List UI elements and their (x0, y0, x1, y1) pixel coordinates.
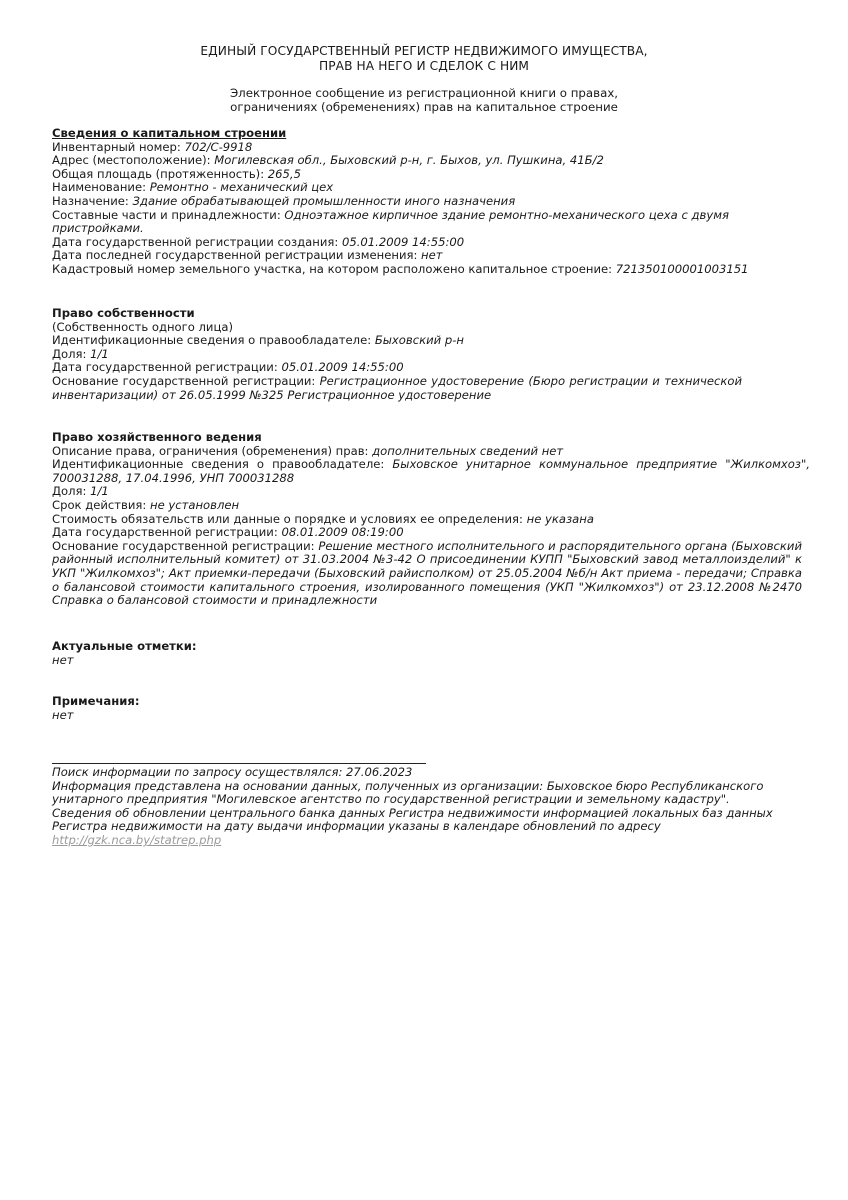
ownership-heading: Право собственности (52, 306, 195, 320)
name-row (52, 181, 812, 195)
name-label: Наименование: (52, 180, 150, 195)
title-line-2: ПРАВ НА НЕГО И СДЕЛОК С НИМ (318, 59, 530, 73)
economic-share-row (52, 485, 812, 499)
title-line-1: ЕДИНЫЙ ГОСУДАРСТВЕННЫЙ РЕГИСТР НЕДВИЖИМОГО ИМУЩЕСТВА, (200, 44, 648, 58)
ownership-holder-value: Быховский р-н (374, 333, 464, 348)
purpose-value: Здание обрабатывающей промышленности иного назначения (132, 193, 516, 208)
ownership-basis-value: Регистрационное удостоверение (Бюро регистрации и технической инвентаризации) от 26.05.1999 №325 Регистрационное удостоверение (52, 373, 742, 402)
ownership-holder-label: Идентификационные сведения о правообладателе: (52, 333, 375, 348)
economic-holder-row (52, 458, 810, 485)
economic-cost-value: не указана (526, 511, 594, 526)
marks-value: нет (52, 652, 74, 667)
economic-section (52, 431, 812, 608)
economic-term-value: не установлен (149, 497, 240, 512)
economic-basis-value: Решение местного исполнительного и распорядительного органа (Быховский районный исполнительный комитет) от 31.03.2004 №3-42 О присоединении КУПП "Быховский завод металлоизделий" к УКП "Жилкомхоз"; Акт приемки-передачи (Быховский райисполком) от 25.05.2004 №б/н Акт приема - передачи; Справка о балансовой стоимости капитального строения, изолированного помещения (УКП "Жилкомхоз") от 23.12.2008 №2470 Справка о балансовой стоимости и принадлежности (52, 538, 802, 608)
area-value: 265,5 (267, 166, 301, 181)
purpose-row (52, 195, 812, 209)
economic-date-value: 08.01.2009 08:19:00 (281, 525, 404, 540)
ownership-holder-row (52, 334, 812, 348)
document-title (0, 44, 848, 74)
parts-label: Составные части и принадлежности: (52, 207, 285, 222)
created-label: Дата государственной регистрации создания: (52, 234, 342, 249)
economic-term-label: Срок действия: (52, 497, 150, 512)
purpose-label: Назначение: (52, 193, 133, 208)
economic-basis-label: Основание государственной регистрации: (52, 538, 319, 553)
footer-divider (52, 763, 426, 764)
economic-cost-row (52, 513, 812, 527)
address-row (52, 154, 812, 168)
economic-term-row (52, 499, 812, 513)
inventory-label: Инвентарный номер: (52, 139, 185, 154)
ownership-share-row (52, 348, 812, 362)
economic-basis-row (52, 540, 802, 608)
calendar-link[interactable]: http://gzk.nca.by/statrep.php (52, 832, 222, 847)
ownership-share-value: 1/1 (90, 346, 109, 361)
marks-section (52, 640, 812, 667)
changed-label: Дата последней государственной регистрации изменения: (52, 248, 422, 263)
area-label: Общая площадь (протяженность): (52, 166, 268, 181)
economic-cost-label: Стоимость обязательств или данные о порядке и условиях ее определения: (52, 511, 527, 526)
area-row (52, 168, 812, 182)
cadastral-row (52, 263, 812, 277)
address-value: Могилевская обл., Быховский р-н, г. Быхов, ул. Пушкина, 41Б/2 (214, 153, 604, 168)
name-value: Ремонтно - механический цех (149, 180, 334, 195)
cadastral-value: 721350100001003151 (615, 261, 749, 276)
economic-date-row (52, 526, 812, 540)
footer-notes (52, 766, 782, 848)
inventory-row (52, 141, 812, 155)
economic-desc-label: Описание права, ограничения (обременения) прав: (52, 443, 373, 458)
economic-share-label: Доля: (52, 484, 91, 499)
building-section (52, 127, 812, 277)
ownership-type: (Собственность одного лица) (52, 319, 233, 334)
inventory-value: 702/C-9918 (184, 139, 253, 154)
economic-holder-value: Быховское унитарное коммунальное предприятие "Жилкомхоз", 700031288, 17.04.1996, УНП 700031288 (52, 457, 810, 485)
subtitle-line-1: Электронное сообщение из регистрационной книги о правах, (229, 86, 619, 100)
updates-note: Сведения об обновлении центрального банка данных Регистра недвижимости информацией локальных баз данных Регистра недвижимости на дату выдачи информации указаны в календаре обновлений по адресу (52, 805, 773, 834)
ownership-date-value: 05.01.2009 14:55:00 (281, 360, 404, 375)
subtitle-line-2: ограничениях (обременениях) прав на капитальное строение (230, 100, 618, 114)
ownership-basis-row (52, 375, 742, 402)
economic-desc-row (52, 445, 812, 459)
economic-desc-value: дополнительных сведений нет (372, 443, 564, 458)
remarks-section (52, 695, 812, 722)
changed-row (52, 249, 812, 263)
source-note: Информация представлена на основании данных, полученных из организации: Быховское бюро Республиканского унитарного предприятия "Могилевское агентство по государственной регистрации и земельному кадастру". (52, 778, 764, 807)
remarks-value: нет (52, 707, 74, 722)
parts-row (52, 209, 742, 236)
economic-share-value: 1/1 (90, 484, 109, 499)
created-row (52, 236, 812, 250)
marks-heading: Актуальные отметки: (52, 639, 197, 653)
created-value: 05.01.2009 14:55:00 (341, 234, 465, 249)
remarks-heading: Примечания: (52, 694, 140, 708)
ownership-share-label: Доля: (52, 346, 91, 361)
economic-holder-label: Идентификационные сведения о правообладателе: (52, 457, 393, 472)
document-subtitle (0, 86, 848, 114)
cadastral-label: Кадастровый номер земельного участка, на котором расположено капитальное строение: (52, 261, 616, 276)
economic-heading: Право хозяйственного ведения (52, 430, 262, 444)
changed-value: нет (421, 248, 443, 263)
ownership-date-label: Дата государственной регистрации: (52, 360, 282, 375)
building-heading: Сведения о капитальном строении (52, 126, 287, 140)
economic-date-label: Дата государственной регистрации: (52, 525, 282, 540)
ownership-date-row (52, 361, 812, 375)
parts-value: Одноэтажное кирпичное здание ремонтно-механического цеха с двумя пристройками. (52, 207, 729, 236)
address-label: Адрес (местоположение): (52, 153, 215, 168)
ownership-section (52, 307, 812, 402)
ownership-basis-label: Основание государственной регистрации: (52, 373, 320, 388)
search-date: Поиск информации по запросу осуществлялся: 27.06.2023 (52, 765, 413, 779)
